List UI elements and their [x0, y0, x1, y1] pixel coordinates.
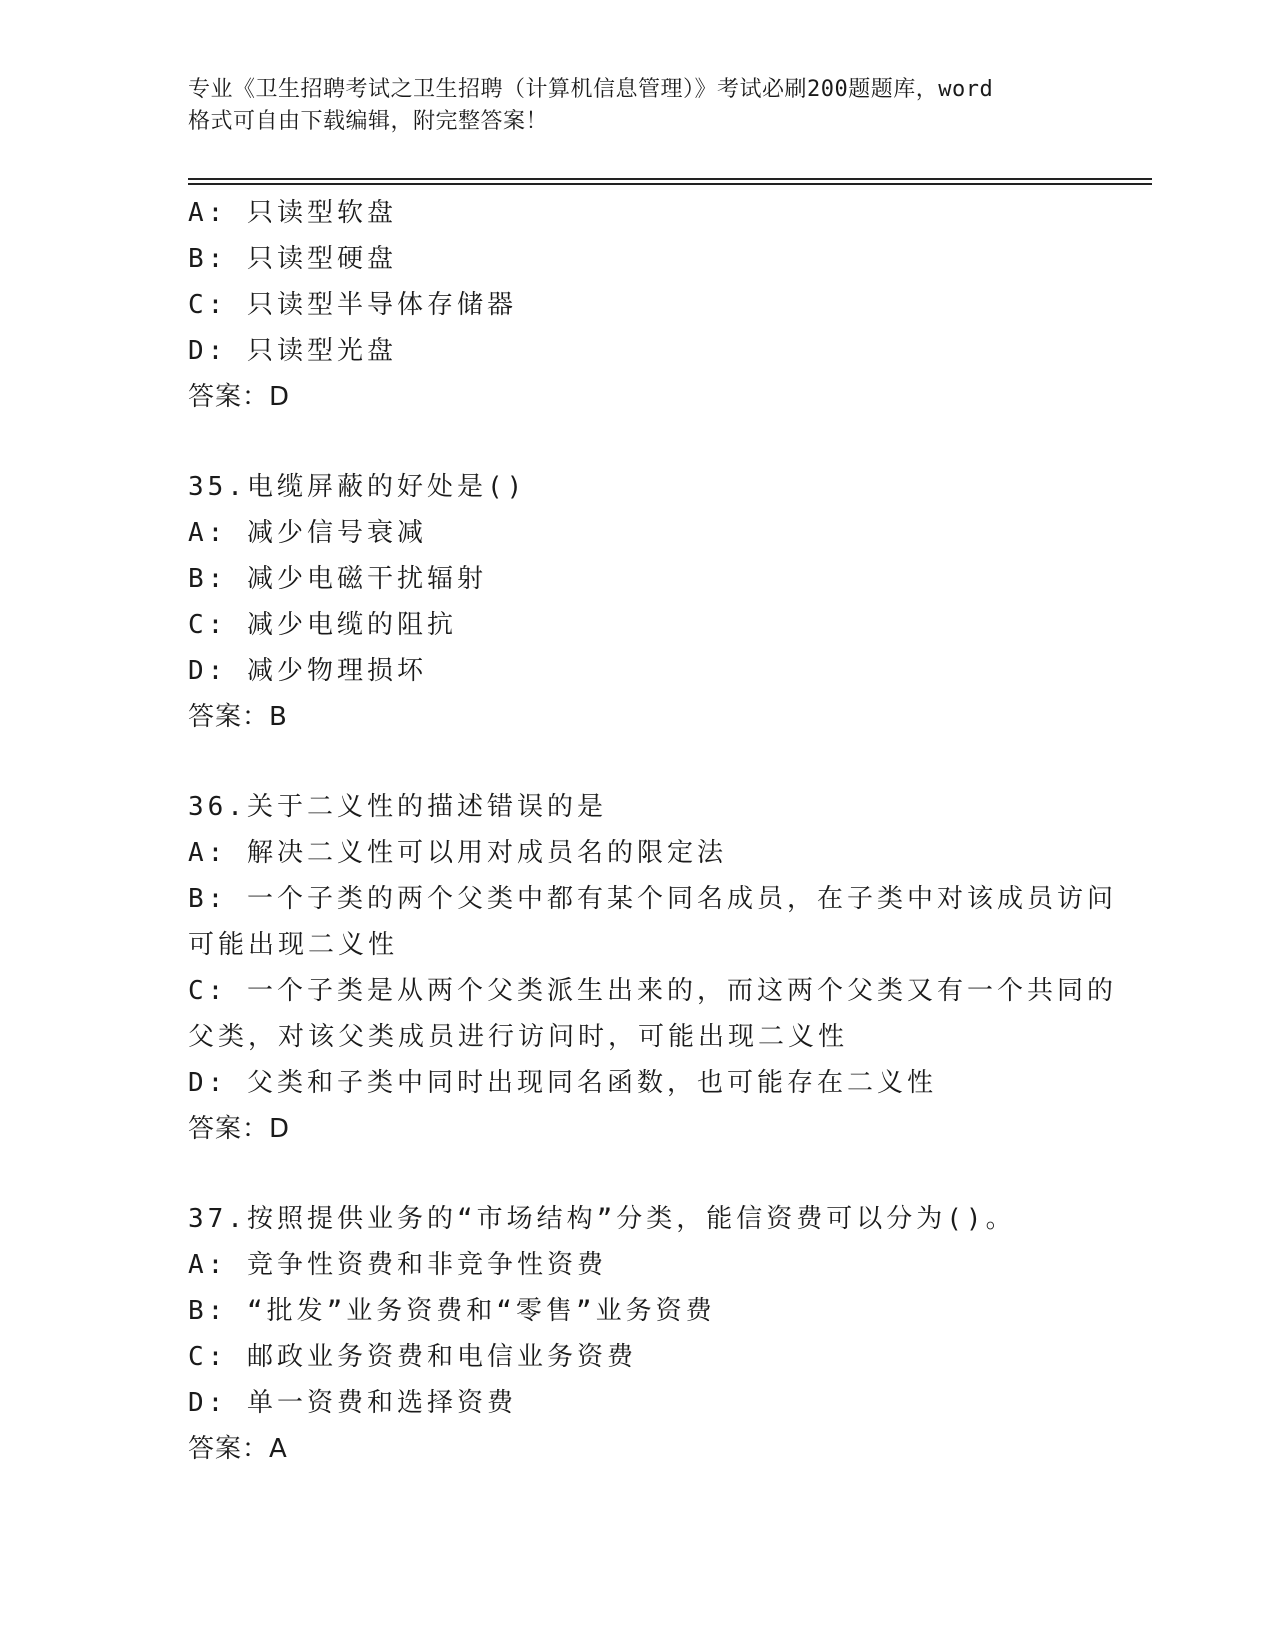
question-text: 35.电缆屏蔽的好处是()	[188, 472, 527, 502]
option-c: C: 邮政业务资费和电信业务资费	[188, 1342, 637, 1372]
option-d: D: 减少物理损坏	[188, 656, 427, 686]
option-c-line-1: C: 一个子类是从两个父类派生出来的，而这两个父类又有一个共同的	[188, 976, 1117, 1006]
question-block-36	[188, 784, 1117, 1152]
question-block-37	[188, 1196, 1088, 1472]
answer-line: 答案：D	[188, 382, 291, 412]
option-a: A: 只读型软盘	[188, 198, 397, 228]
question-block-34	[188, 190, 1088, 420]
header-divider-bottom	[188, 183, 1152, 185]
option-a: A: 解决二义性可以用对成员名的限定法	[188, 838, 727, 868]
option-d: D: 父类和子类中同时出现同名函数，也可能存在二义性	[188, 1068, 937, 1098]
answer-line: 答案：D	[188, 1114, 291, 1144]
question-block-35	[188, 464, 1088, 740]
option-d: D: 单一资费和选择资费	[188, 1388, 517, 1418]
option-d: D: 只读型光盘	[188, 336, 397, 366]
answer-line: 答案：B	[188, 702, 288, 732]
option-c: C: 只读型半导体存储器	[188, 290, 517, 320]
option-b: B: “批发”业务资费和“零售”业务资费	[188, 1296, 716, 1326]
header-line-2: 格式可自由下载编辑，附完整答案！	[188, 109, 549, 134]
answer-line: 答案：A	[188, 1434, 288, 1464]
option-b: B: 只读型硬盘	[188, 244, 397, 274]
question-text: 36.关于二义性的描述错误的是	[188, 792, 607, 822]
option-a: A: 减少信号衰减	[188, 518, 427, 548]
question-text: 37.按照提供业务的“市场结构”分类，能信资费可以分为()。	[188, 1204, 1016, 1234]
header-divider-top	[188, 178, 1152, 180]
option-a: A: 竞争性资费和非竞争性资费	[188, 1250, 607, 1280]
option-c: C: 减少电缆的阻抗	[188, 610, 457, 640]
document-header	[188, 74, 1088, 138]
option-b-line-1: B: 一个子类的两个父类中都有某个同名成员，在子类中对该成员访问	[188, 884, 1117, 914]
option-c-line-2: 父类，对该父类成员进行访问时，可能出现二义性	[188, 1022, 849, 1052]
header-line-1: 专业《卫生招聘考试之卫生招聘（计算机信息管理）》考试必刷200题题库，word	[188, 77, 994, 102]
option-b-line-2: 可能出现二义性	[188, 930, 399, 960]
question-list	[188, 190, 1117, 1516]
option-b: B: 减少电磁干扰辐射	[188, 564, 487, 594]
